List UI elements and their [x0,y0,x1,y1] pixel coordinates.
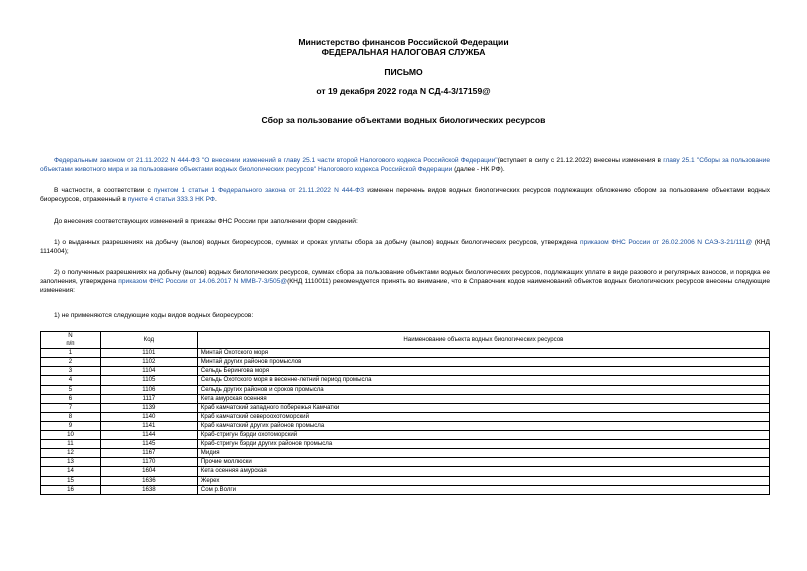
document-subject: Сбор за пользование объектами водных биологических ресурсов [261,115,546,125]
link-article-333-3[interactable]: пункте 4 статьи 333.3 НК РФ [127,196,215,204]
row-name: Кета амурская осенняя [197,394,769,403]
row-code: 1141 [100,421,197,430]
row-code: 1105 [100,376,197,385]
row-code: 1167 [100,449,197,458]
row-number: 13 [41,458,101,467]
row-code: 1104 [100,367,197,376]
row-number: 7 [41,403,101,412]
row-name: Сом р.Волги [197,485,769,494]
paragraph-law-changes: Федеральным законом от 21.11.2022 N 444-ФЗ "О внесении изменений в главу 25.1 части второй Налогового кодекса Российской Федерации"(вступает в силу с 21.12.2022) внесены изменения в главу 25.1 "Сборы за пользование объектами животного мира и за пользование объектами водных биологических ресурсов" Налогового кодекса Российской Федерации (далее - НК РФ). [40,157,770,174]
row-name: Краб камчатский других районов промысла [197,421,769,430]
row-code: 1638 [100,485,197,494]
row-number: 2 [41,358,101,367]
row-name: Краб камчатский североохотоморский [197,412,769,421]
header-num: N п/п [41,332,101,349]
row-number: 4 [41,376,101,385]
paragraph-changed-list: В частности, в соответствии с пунктом 1 статьи 1 Федерального закона от 21.11.2022 N 444-ФЗ изменен перечень видов водных биологических ресурсов подлежащих обложению сбором за пользование объектами водных биоресурсов, отраженный в пункте 4 статьи 333.3 НК РФ. [40,187,770,204]
row-name: Краб-стригун бэрди других районов промысла [197,440,769,449]
row-name: Минтай Охотского моря [197,349,769,358]
table-row [41,440,770,449]
ministry-title: Министерство финансов Российской Федерации [298,37,509,47]
row-name: Краб камчатский западного побережья Камчатки [197,403,769,412]
row-number: 9 [41,421,101,430]
table-row [41,385,770,394]
row-name: Краб-стригун бэрди охотоморский [197,431,769,440]
table-row [41,367,770,376]
table-row [41,485,770,494]
row-number: 1 [41,349,101,358]
row-number: 10 [41,431,101,440]
codes-table [40,331,770,495]
row-name: Прочие моллюски [197,458,769,467]
table-row [41,449,770,458]
paragraph-codes-intro: 1) не применяются следующие коды видов водных биоресурсов: [54,312,254,319]
row-name: Сельдь других районов и сроков промысла [197,385,769,394]
table-body [41,349,770,495]
row-name: Минтай других районов промыслов [197,358,769,367]
row-code: 1101 [100,349,197,358]
row-name: Жерех [197,476,769,485]
row-number: 14 [41,467,101,476]
row-name: Кета осенняя амурская [197,467,769,476]
row-number: 15 [41,476,101,485]
row-code: 1140 [100,412,197,421]
table-row [41,349,770,358]
row-name: Сельдь Охотского моря в весенне-летний период промысла [197,376,769,385]
service-title: ФЕДЕРАЛЬНАЯ НАЛОГОВАЯ СЛУЖБА [321,47,486,57]
row-code: 1102 [100,358,197,367]
link-chapter-25-1[interactable]: главу 25.1 "Сборы за пользование объектами животного мира и за пользование объектами водных биологических ресурсов" Налогового кодекса Российской Федерации [40,157,770,174]
paragraph-form-1: 1) о выданных разрешениях на добычу (вылов) водных биоресурсов, суммах и сроках уплаты сбора за добычу (вылов) водных биологических ресурсов, утверждена приказом ФНС России от 26.02.2006 N САЭ-3-21/111@ (КНД 1114004); [40,239,770,256]
row-number: 11 [41,440,101,449]
link-order-sae[interactable]: приказом ФНС России от 26.02.2006 N САЭ-3-21/111@ [580,239,753,246]
table-row [41,412,770,421]
paragraph-form-2: 2) о полученных разрешениях на добычу (вылов) водных биологических ресурсов, суммах сбора за пользование объектами водных биологических ресурсов, подлежащих уплате в виде разового и регулярных взносов, и порядка ее заполнения, утверждена приказом ФНС России от 14.06.2017 N ММВ-7-3/505@(КНД 1110011) рекомендуется принять во внимание, что в Справочник кодов наименований объектов водных биологических ресурсов внесены следующие изменения: [40,269,770,295]
table-row [41,394,770,403]
row-code: 1139 [100,403,197,412]
row-code: 1106 [100,385,197,394]
table-row [41,458,770,467]
row-code: 1636 [100,476,197,485]
table-row [41,358,770,367]
row-name: Сельдь Берингова моря [197,367,769,376]
row-code: 1170 [100,458,197,467]
row-code: 1604 [100,467,197,476]
row-code: 1144 [100,431,197,440]
row-code: 1145 [100,440,197,449]
link-law-article-1[interactable]: пунктом 1 статьи 1 Федерального закона от 21.11.2022 N 444-ФЗ [153,187,365,194]
table-header-row [41,332,770,349]
table-row [41,421,770,430]
row-number: 5 [41,385,101,394]
row-code: 1117 [100,394,197,403]
header-code: Код [100,332,197,349]
table-row [41,403,770,412]
table-row [41,431,770,440]
row-number: 8 [41,412,101,421]
row-number: 3 [41,367,101,376]
link-federal-law-444[interactable]: Федеральным законом от 21.11.2022 N 444-ФЗ "О внесении изменений в главу 25.1 части второй Налогового кодекса Российской Федерации" [54,157,498,164]
link-order-mmv[interactable]: приказом ФНС России от 14.06.2017 N ММВ-7-3/505@ [118,278,288,286]
row-name: Мидия [197,449,769,458]
table-row [41,476,770,485]
header-name: Наименование объекта водных биологических ресурсов [197,332,769,349]
document-type: ПИСЬМО [384,67,423,77]
paragraph-forms-intro: До внесения соответствующих изменений в приказы ФНС России при заполнении форм сведений: [54,218,358,225]
table-row [41,376,770,385]
row-number: 6 [41,394,101,403]
row-number: 12 [41,449,101,458]
table-row [41,467,770,476]
document-number: от 19 декабря 2022 года N СД-4-3/17159@ [316,86,491,96]
row-number: 16 [41,485,101,494]
